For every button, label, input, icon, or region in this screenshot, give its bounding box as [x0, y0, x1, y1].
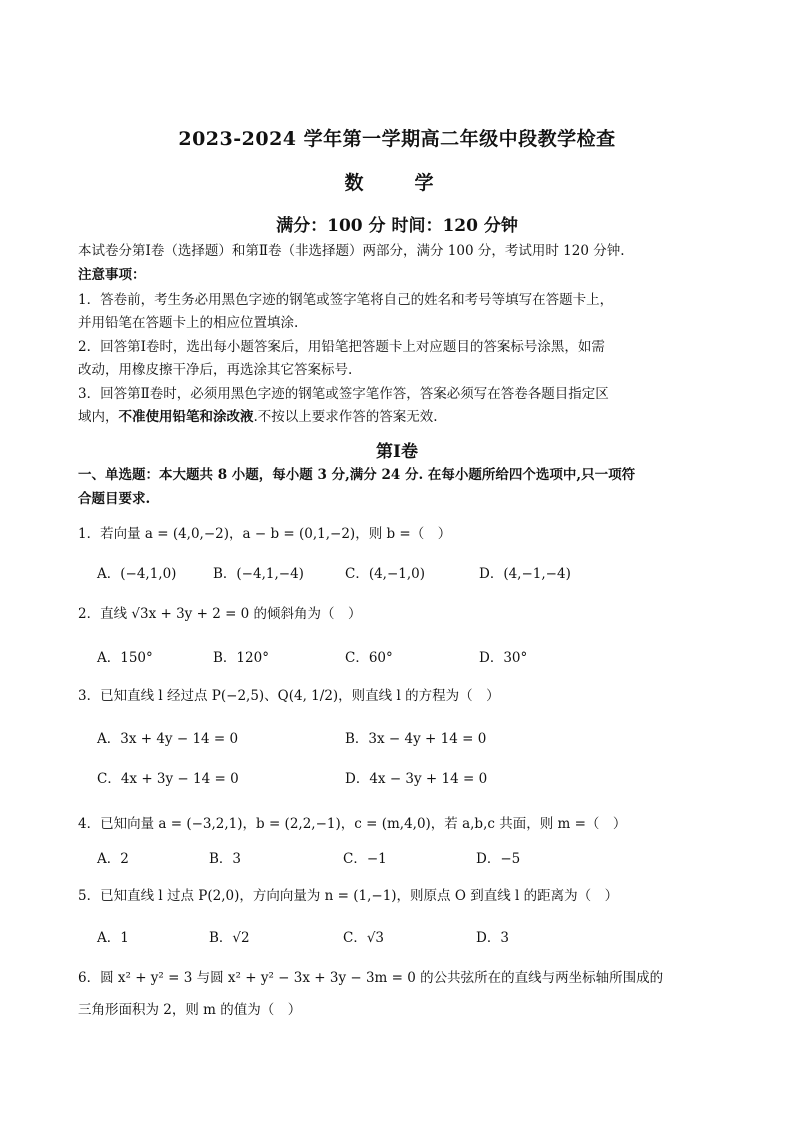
exam-title: 2023-2024 学年第一学期高二年级中段教学检查 [178, 128, 616, 150]
question-6-stem-line2: 三角形面积为 2，则 m 的值为（ ） [78, 1002, 302, 1018]
question-4-option-b: B．3 [209, 851, 242, 867]
notice-item-2-line1: 2．回答第Ⅰ卷时，选出每小题答案后，用铅笔把答题卡上对应题目的答案标号涂黑，如需 [78, 339, 605, 355]
question-1-option-a: A．(−4,1,0) [97, 566, 177, 582]
notice-heading: 注意事项： [78, 267, 146, 283]
notice-item-3-line1: 3．回答第Ⅱ卷时，必须用黑色字迹的钢笔或签字笔作答，答案必须写在答卷各题目指定区 [78, 386, 609, 402]
question-1-stem: 1．若向量 a = (4,0,−2)，a − b = (0,1,−2)，则 b =（ ） [78, 526, 452, 542]
question-3-option-b: B．3x − 4y + 14 = 0 [345, 731, 487, 747]
question-5-option-b: B．√2 [209, 930, 250, 946]
intro-text: 本试卷分第Ⅰ卷（选择题）和第Ⅱ卷（非选择题）两部分，满分 100 分，考试用时 120 分钟. [78, 243, 625, 259]
question-2-option-c: C．60° [345, 650, 393, 666]
question-2-option-a: A．150° [97, 650, 153, 666]
question-6-stem-line1: 6．圆 x² + y² = 3 与圆 x² + y² − 3x + 3y − 3m = 0 的公共弦所在的直线与两坐标轴所围成的 [78, 970, 664, 986]
part-one-heading-line2: 合题目要求. [78, 491, 151, 507]
notice-item-3-line2-a: 域内， [78, 409, 119, 425]
subject-title: 数 学 [344, 172, 450, 194]
notice-item-2-line2: 改动，用橡皮擦干净后，再选涂其它答案标号. [78, 362, 353, 378]
section-title: 第Ⅰ卷 [376, 442, 418, 462]
question-2-stem: 2．直线 √3x + 3y + 2 = 0 的倾斜角为（ ） [78, 606, 362, 622]
notice-item-1-line1: 1．答卷前，考生务必用黑色字迹的钢笔或签字笔将自己的姓名和考号等填写在答题卡上， [78, 292, 614, 308]
question-5-option-d: D．3 [476, 930, 509, 946]
question-3-option-a: A．3x + 4y − 14 = 0 [97, 731, 239, 747]
score-time: 满分：100 分 时间：120 分钟 [276, 216, 518, 236]
notice-item-3-line2 [78, 408, 728, 426]
question-3-option-c: C．4x + 3y − 14 = 0 [97, 771, 239, 787]
notice-item-3-line2-c: .不按以上要求作答的答案无效. [253, 409, 438, 425]
question-4-option-d: D．−5 [476, 851, 521, 867]
question-2-option-d: D．30° [479, 650, 528, 666]
question-4-option-a: A．2 [97, 851, 129, 867]
question-4-option-c: C．−1 [343, 851, 387, 867]
notice-item-3-line2-bold: 不准使用铅笔和涂改液 [118, 409, 254, 425]
part-one-heading-line1: 一、单选题：本大题共 8 小题，每小题 3 分,满分 24 分. 在每小题所给四个选项中,只一项符 [78, 467, 636, 483]
notice-item-1-line2: 并用铅笔在答题卡上的相应位置填涂. [78, 315, 299, 331]
question-1-option-c: C．(4,−1,0) [345, 566, 426, 582]
question-5-stem: 5．已知直线 l 过点 P(2,0)，方向向量为 n = (1,−1)，则原点 O 到直线 l 的距离为（ ） [78, 888, 619, 904]
question-3-option-d: D．4x − 3y + 14 = 0 [345, 771, 488, 787]
question-5-option-c: C．√3 [343, 930, 385, 946]
question-1-option-d: D．(4,−1,−4) [479, 566, 571, 582]
question-4-stem: 4．已知向量 a = (−3,2,1)，b = (2,2,−1)，c = (m,4,0)，若 a,b,c 共面，则 m =（ ） [78, 816, 627, 832]
question-2-option-b: B．120° [213, 650, 269, 666]
question-1-option-b: B．(−4,1,−4) [213, 566, 304, 582]
question-5-option-a: A．1 [97, 930, 129, 946]
question-3-stem: 3．已知直线 l 经过点 P(−2,5)、Q(4, 1/2)，则直线 l 的方程为（ ） [78, 688, 500, 704]
